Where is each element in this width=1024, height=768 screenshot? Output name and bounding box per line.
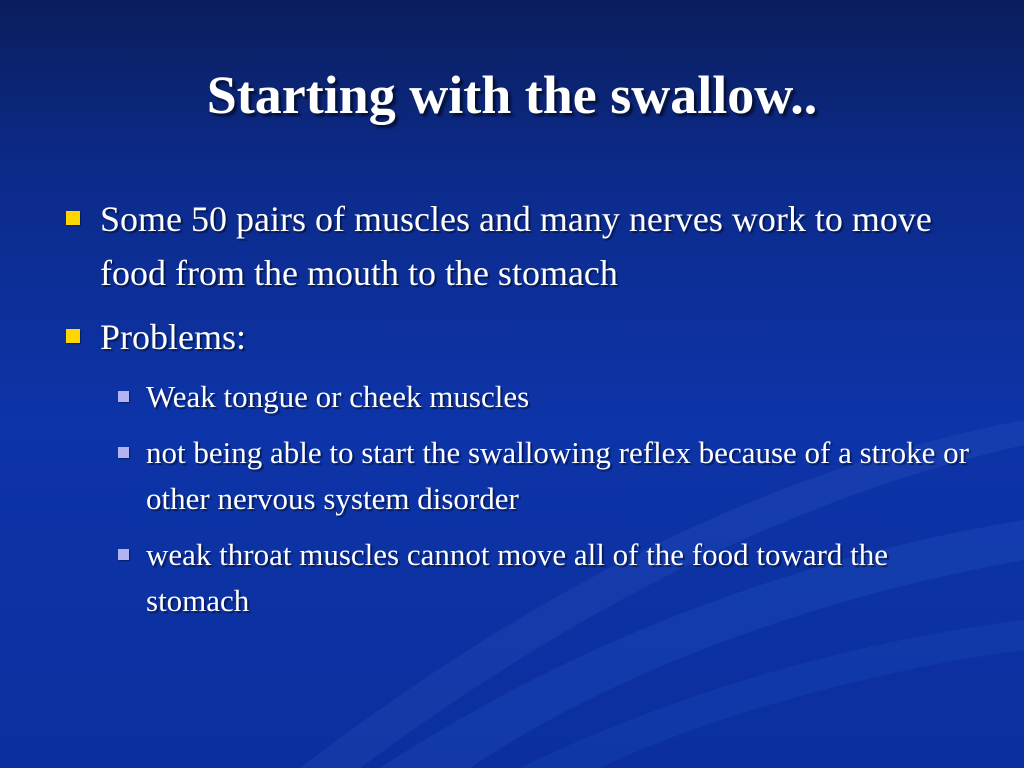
sub-bullet-text: Weak tongue or cheek muscles <box>146 379 530 414</box>
sub-bullet-text: weak throat muscles cannot move all of the food toward the stomach <box>146 537 889 618</box>
sub-bullet-text: not being able to start the swallowing reflex because of a stroke or other nervous system disorder <box>146 435 969 516</box>
sub-bullet-item <box>60 532 980 624</box>
sub-bullet-item <box>60 430 980 522</box>
bullet-item <box>60 192 980 300</box>
square-bullet-icon <box>118 447 129 458</box>
bullet-list <box>60 192 980 634</box>
square-bullet-icon <box>118 391 129 402</box>
square-bullet-icon <box>118 549 129 560</box>
square-bullet-icon <box>66 329 80 343</box>
slide-title: Starting with the swallow.. <box>206 65 818 125</box>
bullet-item <box>60 310 980 364</box>
bullet-text: Some 50 pairs of muscles and many nerves work to move food from the mouth to the stomach <box>100 199 932 293</box>
bullet-text: Problems: <box>100 317 247 357</box>
square-bullet-icon <box>66 211 80 225</box>
sub-bullet-item <box>60 374 980 420</box>
